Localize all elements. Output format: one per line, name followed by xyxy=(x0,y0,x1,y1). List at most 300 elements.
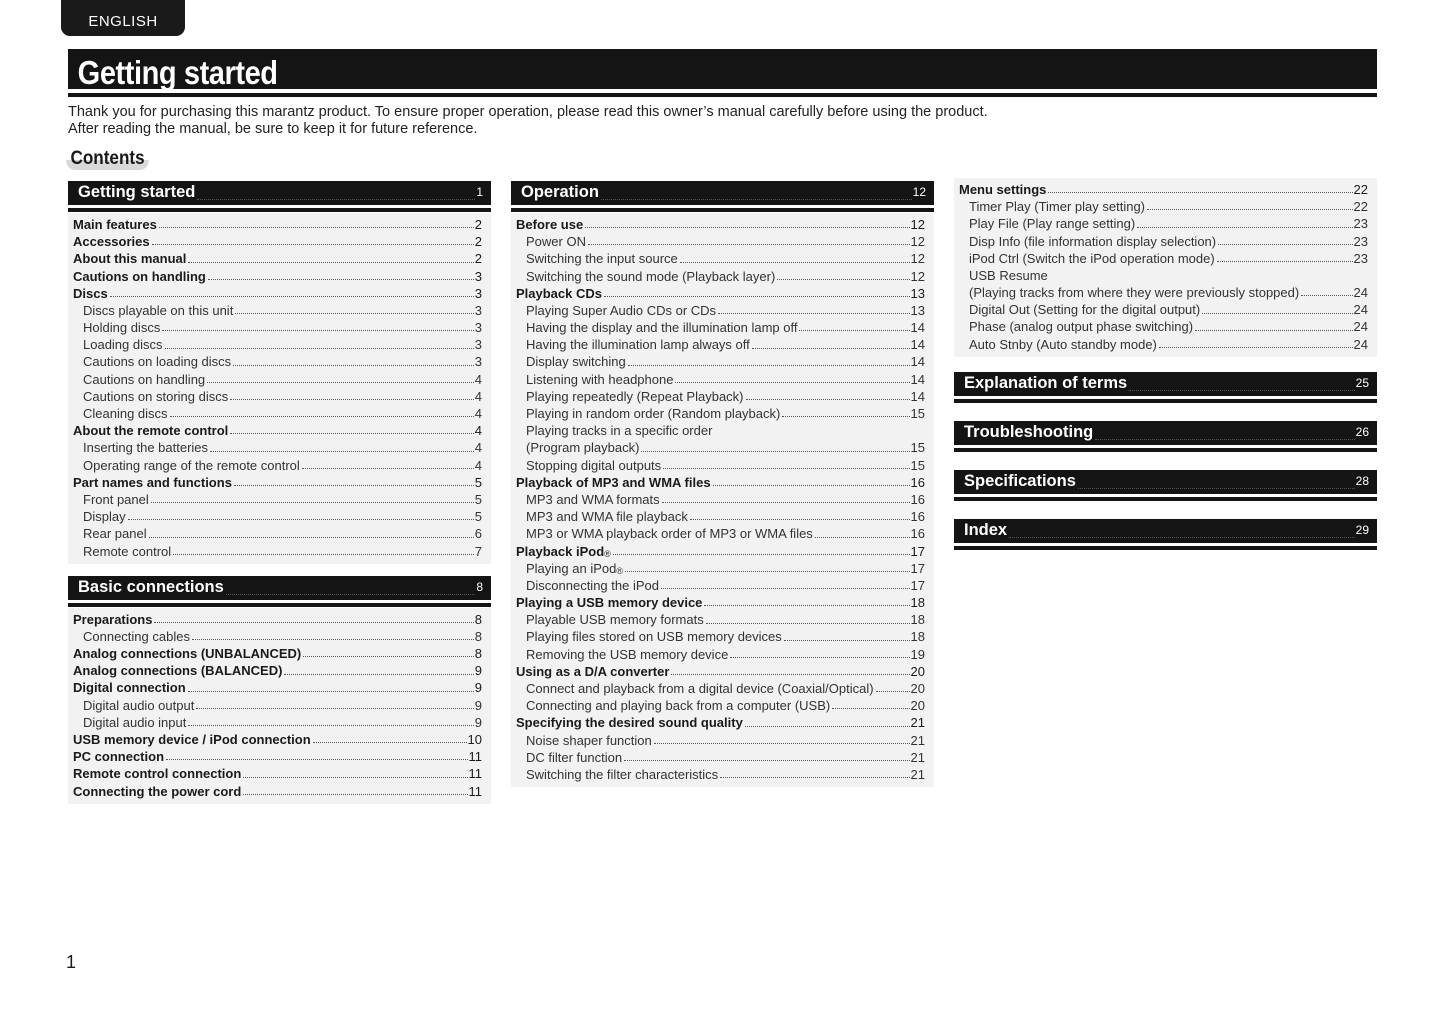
section-title: Index xyxy=(964,520,1008,539)
dot-leader xyxy=(233,365,474,366)
toc-entry-playing-files-stored-on-usb-memory-devices[interactable] xyxy=(511,629,934,646)
toc-entry-page: 4 xyxy=(474,457,482,473)
toc-entry-playing-in-random-order-random-playback[interactable] xyxy=(511,405,934,422)
section-title: Operation xyxy=(521,183,599,201)
toc-entry-title: Inserting the batteries xyxy=(83,440,209,456)
section-bar-getting-started[interactable] xyxy=(68,181,491,205)
dot-leader xyxy=(159,227,474,228)
toc-entry-about-this-manual[interactable] xyxy=(68,250,491,267)
dot-leader xyxy=(662,502,910,503)
toc-entry-page: 7 xyxy=(474,543,482,559)
dot-leader xyxy=(1048,192,1352,193)
toc-entry-having-the-illumination-lamp-always-off[interactable] xyxy=(511,336,934,353)
toc-entry-preparations[interactable] xyxy=(68,611,491,628)
toc-entry-title: Removing the USB memory device xyxy=(526,646,729,662)
toc-entry-title: Play File (Play range setting) xyxy=(969,216,1136,232)
toc-entry-page: 24 xyxy=(1353,319,1368,335)
toc-entry-page: 23 xyxy=(1353,233,1368,249)
toc-entry-page: 3 xyxy=(474,320,482,336)
dot-leader xyxy=(1137,227,1352,228)
dot-leader xyxy=(654,743,910,744)
toc-entry-page: 12 xyxy=(910,251,925,267)
toc-entry-title: iPod Ctrl (Switch the iPod operation mode) xyxy=(969,250,1215,266)
toc-entry-page: 11 xyxy=(468,766,482,782)
dot-leader xyxy=(1217,261,1353,262)
dot-leader xyxy=(230,399,474,400)
dot-leader xyxy=(208,279,474,280)
toc-entry-playing-super-audio-cds-or-cds[interactable] xyxy=(511,302,934,319)
toc-entry-page: 5 xyxy=(474,491,482,507)
toc-panel-basic-connections xyxy=(68,608,491,804)
registered-mark: ® xyxy=(616,565,623,576)
dot-leader xyxy=(746,399,910,400)
toc-entry-switching-the-sound-mode-playback-layer[interactable] xyxy=(511,268,934,285)
dot-leader xyxy=(1147,209,1353,210)
toc-entry-title: Analog connections (BALANCED) xyxy=(73,663,283,679)
toc-entry-analog-connections-balanced[interactable] xyxy=(68,662,491,679)
toc-panel-operation xyxy=(511,213,934,787)
toc-entry-discs-playable-on-this-unit[interactable] xyxy=(68,302,491,319)
dot-leader xyxy=(197,199,475,200)
toc-entry-loading-discs[interactable] xyxy=(68,336,491,353)
toc-entry-page: 3 xyxy=(474,354,482,370)
toc-entry-page: 14 xyxy=(910,371,925,387)
toc-panel-getting-started xyxy=(68,213,491,564)
dot-leader xyxy=(235,313,473,314)
toc-entry-disp-info-file-information-display-selection[interactable] xyxy=(954,233,1377,250)
dot-leader xyxy=(663,468,909,469)
dot-leader xyxy=(230,433,473,434)
dot-leader xyxy=(243,777,467,778)
dot-leader xyxy=(302,468,474,469)
toc-entry-page: 18 xyxy=(910,629,925,645)
toc-entry-page: 8 xyxy=(474,646,482,662)
toc-entry-dc-filter-function[interactable] xyxy=(511,749,934,766)
toc-entry-part-names-and-functions[interactable] xyxy=(68,474,491,491)
toc-entry-page: 4 xyxy=(474,371,482,387)
section-bar-index[interactable] xyxy=(954,519,1377,543)
dot-leader xyxy=(745,726,910,727)
toc-entry-cautions-on-loading-discs[interactable] xyxy=(68,354,491,371)
section-page: 25 xyxy=(1355,375,1369,390)
toc-entry-title: Cleaning discs xyxy=(83,406,168,422)
toc-entry-page: 21 xyxy=(910,732,925,748)
toc-entry-playing-repeatedly-repeat-playback[interactable] xyxy=(511,388,934,405)
toc-entry-listening-with-headphone[interactable] xyxy=(511,371,934,388)
toc-entry-page: 11 xyxy=(468,749,482,765)
toc-entry-title: Display switching xyxy=(526,354,626,370)
toc-entry-title: DC filter function xyxy=(526,749,623,765)
dot-leader xyxy=(815,537,910,538)
toc-column-2 xyxy=(511,181,934,787)
page-title-bar xyxy=(68,49,1377,93)
language-label: ENGLISH xyxy=(88,13,158,30)
dot-leader xyxy=(625,571,910,572)
toc-entry-title: About the remote control xyxy=(73,423,229,439)
toc-entry-page: 16 xyxy=(910,491,925,507)
toc-entry-menu-settings[interactable] xyxy=(954,181,1377,198)
toc-entry-about-the-remote-control[interactable] xyxy=(68,422,491,439)
toc-entry-title: Switching the sound mode (Playback layer) xyxy=(526,268,776,284)
toc-entry-page: 21 xyxy=(910,749,925,765)
toc-entry-front-panel[interactable] xyxy=(68,491,491,508)
dot-leader xyxy=(704,605,909,606)
toc-entry-title: Playback of MP3 and WMA files xyxy=(516,474,711,490)
toc-entry-playing-tracks-in-a-specific-order[interactable] xyxy=(511,422,934,439)
toc-entry-page: 17 xyxy=(910,577,925,593)
dot-leader xyxy=(1202,313,1352,314)
toc-entry-mp3-or-wma-playback-order-of-mp3-or-wma-files[interactable] xyxy=(511,525,934,542)
toc-entry-usb-resume[interactable] xyxy=(954,267,1377,284)
toc-entry-page: 8 xyxy=(474,611,482,627)
toc-entry-page: 3 xyxy=(474,285,482,301)
toc-entry-page: 3 xyxy=(474,302,482,318)
toc-entry-display-switching[interactable] xyxy=(511,354,934,371)
section-title: Explanation of terms xyxy=(964,373,1128,392)
dot-leader xyxy=(1009,537,1355,538)
toc-entry-page: 22 xyxy=(1353,199,1368,215)
dot-leader xyxy=(154,622,473,623)
toc-entry-noise-shaper-function[interactable] xyxy=(511,732,934,749)
toc-entry-playing-tracks-from-where-they-were-previously-stopped[interactable] xyxy=(954,284,1377,301)
section-title: Getting started xyxy=(78,183,196,201)
toc-entry-timer-play-timer-play-setting[interactable] xyxy=(954,198,1377,215)
toc-entry-page: 19 xyxy=(910,646,925,662)
section-page: 1 xyxy=(476,185,483,199)
dot-leader xyxy=(210,451,474,452)
dot-leader xyxy=(1095,439,1354,440)
toc-entry-title: Discs xyxy=(73,285,108,301)
contents-heading: Contents xyxy=(66,148,149,170)
section-page: 29 xyxy=(1355,522,1369,537)
dot-leader xyxy=(303,656,474,657)
toc-entry-remote-control-connection[interactable] xyxy=(68,765,491,782)
dot-leader xyxy=(588,244,910,245)
toc-entry-title: PC connection xyxy=(73,749,165,765)
toc-entry-title: Connecting and playing back from a computer (USB) xyxy=(526,698,831,714)
toc-entry-title: (Playing tracks from where they were previously stopped) xyxy=(969,285,1300,301)
dot-leader xyxy=(585,227,909,228)
toc-column-3 xyxy=(954,178,1377,568)
dot-leader xyxy=(799,330,909,331)
toc-entry-title: Playback CDs xyxy=(516,285,602,301)
toc-entry-page: 15 xyxy=(910,440,925,456)
toc-panel-menu-settings xyxy=(954,178,1377,357)
dot-leader xyxy=(170,416,474,417)
intro-line-2: After reading the manual, be sure to keep it for future reference. xyxy=(68,121,478,137)
toc-entry-digital-connection[interactable] xyxy=(68,680,491,697)
toc-entry-page: 2 xyxy=(474,216,482,232)
page-number: 1 xyxy=(66,952,77,972)
toc-entry-page: 15 xyxy=(910,406,925,422)
toc-entry-page: 5 xyxy=(474,474,482,490)
section-title: Basic connections xyxy=(78,577,224,596)
toc-entry-playback-cds[interactable] xyxy=(511,285,934,302)
toc-entry-title: Cautions on handling xyxy=(73,268,206,284)
toc-entry-page: 24 xyxy=(1353,336,1368,352)
toc-entry-title: Playable USB memory formats xyxy=(526,612,704,628)
toc-entry-page: 23 xyxy=(1353,216,1368,232)
toc-entry-mp3-and-wma-file-playback[interactable] xyxy=(511,508,934,525)
dot-leader xyxy=(313,742,467,743)
toc-entry-program-playback[interactable] xyxy=(511,439,934,456)
toc-entry-page: 16 xyxy=(910,526,925,542)
dot-leader xyxy=(675,382,909,383)
dot-leader xyxy=(832,708,909,709)
dot-leader xyxy=(188,262,473,263)
section-bar-specifications[interactable] xyxy=(954,470,1377,494)
section-title: Specifications xyxy=(964,471,1076,490)
language-tab[interactable] xyxy=(61,0,185,36)
toc-entry-title: USB Resume xyxy=(969,267,1048,283)
toc-entry-power-on[interactable] xyxy=(511,233,934,250)
section-title: Troubleshooting xyxy=(964,422,1094,441)
toc-entry-title: Remote control xyxy=(83,543,172,559)
toc-entry-ipod-ctrl-switch-the-ipod-operation-mode[interactable] xyxy=(954,250,1377,267)
dot-leader xyxy=(284,674,473,675)
dot-leader xyxy=(784,640,910,641)
dot-leader xyxy=(151,502,474,503)
toc-entry-rear-panel[interactable] xyxy=(68,525,491,542)
dot-leader xyxy=(188,691,474,692)
toc-entry-title: Cautions on loading discs xyxy=(83,354,232,370)
toc-entry-page: 9 xyxy=(474,697,482,713)
dot-leader xyxy=(196,708,473,709)
toc-entry-title: Stopping digital outputs xyxy=(526,457,662,473)
dot-leader xyxy=(1195,330,1352,331)
toc-entry-page: 16 xyxy=(910,509,925,525)
toc-entry-connect-and-playback-from-a-digital-device-coaxial-optical[interactable] xyxy=(511,680,934,697)
dot-leader xyxy=(752,348,910,349)
dot-leader xyxy=(628,365,910,366)
toc-entry-title: Power ON xyxy=(526,234,586,250)
dot-leader xyxy=(226,594,476,595)
toc-entry-digital-audio-output[interactable] xyxy=(68,697,491,714)
section-bar-explanation-of-terms[interactable] xyxy=(954,372,1377,396)
toc-entry-page: 10 xyxy=(467,732,482,748)
toc-entry-page: 9 xyxy=(474,714,482,730)
toc-entry-having-the-display-and-the-illumination-lamp-off[interactable] xyxy=(511,319,934,336)
dot-leader xyxy=(601,199,912,200)
dot-leader xyxy=(624,760,909,761)
toc-entry-phase-analog-output-phase-switching[interactable] xyxy=(954,319,1377,336)
toc-entry-title: (Program playback) xyxy=(526,440,640,456)
toc-entry-page: 16 xyxy=(910,474,925,490)
toc-entry-title: Discs playable on this unit xyxy=(83,302,234,318)
toc-entry-cautions-on-handling[interactable] xyxy=(68,268,491,285)
toc-entry-title: Before use xyxy=(516,216,584,232)
toc-entry-auto-stnby-auto-standby-mode[interactable] xyxy=(954,336,1377,353)
dot-leader xyxy=(713,485,910,486)
toc-entry-specifying-the-desired-sound-quality[interactable] xyxy=(511,714,934,731)
toc-entry-cleaning-discs[interactable] xyxy=(68,405,491,422)
toc-entry-title: Rear panel xyxy=(83,526,147,542)
toc-entry-title: Playing in random order (Random playback) xyxy=(526,406,781,422)
toc-entry-analog-connections-unbalanced[interactable] xyxy=(68,645,491,662)
dot-leader xyxy=(128,519,474,520)
toc-entry-title: Loading discs xyxy=(83,337,163,353)
dot-leader xyxy=(149,537,474,538)
dot-leader xyxy=(234,485,474,486)
toc-entry-page: 4 xyxy=(474,388,482,404)
toc-entry-title: Timer Play (Timer play setting) xyxy=(969,199,1146,215)
toc-entry-operating-range-of-the-remote-control[interactable] xyxy=(68,457,491,474)
toc-entry-title: Digital Out (Setting for the digital output) xyxy=(969,302,1201,318)
toc-entry-disconnecting-the-ipod[interactable] xyxy=(511,577,934,594)
dot-leader xyxy=(165,348,474,349)
toc-entry-usb-memory-device-ipod-connection[interactable] xyxy=(68,731,491,748)
dot-leader xyxy=(188,725,473,726)
dot-leader xyxy=(243,794,467,795)
toc-entry-connecting-the-power-cord[interactable] xyxy=(68,783,491,800)
section-bar-basic-connections[interactable] xyxy=(68,576,491,600)
toc-entry-page: 14 xyxy=(910,337,925,353)
toc-entry-page: 9 xyxy=(474,680,482,696)
toc-column-1 xyxy=(68,181,491,804)
toc-entry-removing-the-usb-memory-device[interactable] xyxy=(511,646,934,663)
toc-entry-mp3-and-wma-formats[interactable] xyxy=(511,491,934,508)
toc-entry-title: Playing tracks in a specific order xyxy=(526,423,713,439)
toc-entry-main-features[interactable] xyxy=(68,216,491,233)
toc-entry-page: 12 xyxy=(910,216,925,232)
toc-entry-page: 12 xyxy=(910,268,925,284)
toc-entry-playback-ipod[interactable] xyxy=(511,543,934,560)
toc-entry-title: Digital audio output xyxy=(83,697,195,713)
toc-entry-page: 21 xyxy=(910,766,925,782)
toc-entry-page: 2 xyxy=(474,251,482,267)
toc-entry-title: MP3 and WMA file playback xyxy=(526,509,688,525)
section-bar-operation[interactable] xyxy=(511,181,934,205)
toc-entry-title: Having the display and the illumination lamp off xyxy=(526,320,798,336)
toc-entry-title: Playing a USB memory device xyxy=(516,595,703,611)
toc-entry-page: 24 xyxy=(1353,302,1368,318)
toc-entry-title: Cautions on storing discs xyxy=(83,388,229,404)
toc-entry-cautions-on-storing-discs[interactable] xyxy=(68,388,491,405)
dot-leader xyxy=(720,777,909,778)
toc-entry-title: About this manual xyxy=(73,251,187,267)
toc-entry-remote-control[interactable] xyxy=(68,543,491,560)
toc-entry-title: Holding discs xyxy=(83,320,161,336)
toc-entry-playing-a-usb-memory-device[interactable] xyxy=(511,594,934,611)
toc-entry-page: 21 xyxy=(910,715,925,731)
section-page: 12 xyxy=(912,185,926,199)
toc-entry-switching-the-input-source[interactable] xyxy=(511,250,934,267)
toc-entry-playback-of-mp3-and-wma-files[interactable] xyxy=(511,474,934,491)
toc-entry-page: 4 xyxy=(474,423,482,439)
toc-entry-title: Remote control connection xyxy=(73,766,242,782)
toc-entry-accessories[interactable] xyxy=(68,233,491,250)
toc-entry-cautions-on-handling[interactable] xyxy=(68,371,491,388)
dot-leader xyxy=(173,554,474,555)
toc-entry-title: Playback iPod xyxy=(516,543,605,559)
toc-entry-page: 20 xyxy=(910,681,925,697)
toc-entry-page: 14 xyxy=(910,354,925,370)
toc-entry-page: 17 xyxy=(910,543,925,559)
toc-entry-title: Using as a D/A converter xyxy=(516,663,670,679)
toc-entry-page: 4 xyxy=(474,406,482,422)
dot-leader xyxy=(1129,390,1354,391)
toc-entry-playable-usb-memory-formats[interactable] xyxy=(511,611,934,628)
toc-entry-page: 6 xyxy=(474,526,482,542)
dot-leader xyxy=(1078,488,1355,489)
dot-leader xyxy=(777,279,909,280)
toc-entry-page: 3 xyxy=(474,268,482,284)
toc-entry-digital-audio-input[interactable] xyxy=(68,714,491,731)
toc-entry-title: Having the illumination lamp always off xyxy=(526,337,750,353)
toc-entry-play-file-play-range-setting[interactable] xyxy=(954,215,1377,232)
toc-entry-title: Preparations xyxy=(73,611,153,627)
toc-entry-connecting-cables[interactable] xyxy=(68,628,491,645)
toc-entry-title: Listening with headphone xyxy=(526,371,674,387)
toc-entry-title: Cautions on handling xyxy=(83,371,206,387)
toc-entry-page: 12 xyxy=(910,234,925,250)
dot-leader xyxy=(162,330,473,331)
section-page: 8 xyxy=(476,579,483,594)
toc-entry-title: Playing Super Audio CDs or CDs xyxy=(526,302,717,318)
dot-leader xyxy=(1301,295,1352,296)
toc-entry-connecting-and-playing-back-from-a-computer-usb[interactable] xyxy=(511,697,934,714)
section-bar-troubleshooting[interactable] xyxy=(954,421,1377,445)
toc-entry-discs[interactable] xyxy=(68,285,491,302)
toc-entry-holding-discs[interactable] xyxy=(68,319,491,336)
toc-entry-title: Menu settings xyxy=(959,181,1047,197)
dot-leader xyxy=(690,519,910,520)
toc-entry-before-use[interactable] xyxy=(511,216,934,233)
toc-entry-title: Connecting cables xyxy=(83,628,190,644)
toc-entry-inserting-the-batteries[interactable] xyxy=(68,439,491,456)
toc-entry-playing-an-ipod[interactable] xyxy=(511,560,934,577)
toc-entry-title: Auto Stnby (Auto standby mode) xyxy=(969,336,1157,352)
toc-entry-digital-out-setting-for-the-digital-output[interactable] xyxy=(954,301,1377,318)
toc-entry-page: 20 xyxy=(910,663,925,679)
toc-entry-page: 20 xyxy=(910,698,925,714)
dot-leader xyxy=(1159,347,1353,348)
toc-entry-page: 17 xyxy=(910,560,925,576)
dot-leader xyxy=(782,416,909,417)
dot-leader xyxy=(207,382,474,383)
registered-mark: ® xyxy=(604,548,611,559)
toc-entry-using-as-a-d-a-converter[interactable] xyxy=(511,663,934,680)
toc-entry-page: 14 xyxy=(910,320,925,336)
toc-entry-title: Front panel xyxy=(83,491,149,507)
toc-entry-page: 18 xyxy=(910,595,925,611)
toc-entry-stopping-digital-outputs[interactable] xyxy=(511,457,934,474)
dot-leader xyxy=(680,262,910,263)
dot-leader xyxy=(166,759,467,760)
section-page: 28 xyxy=(1355,473,1369,488)
toc-entry-title: Noise shaper function xyxy=(526,732,652,748)
toc-entry-title: Connect and playback from a digital device (Coaxial/Optical) xyxy=(526,681,874,697)
toc-entry-page: 8 xyxy=(474,628,482,644)
page-title: Getting started xyxy=(77,54,278,91)
dot-leader xyxy=(604,296,910,297)
toc-entry-title: Analog connections (UNBALANCED) xyxy=(73,646,302,662)
toc-entry-page: 22 xyxy=(1353,181,1368,197)
dot-leader xyxy=(876,691,910,692)
toc-entry-pc-connection[interactable] xyxy=(68,748,491,765)
intro-line-1: Thank you for purchasing this marantz product. To ensure proper operation, please read this owner’s manual carefully before using the product. xyxy=(68,104,988,120)
dot-leader xyxy=(110,296,474,297)
toc-entry-title: Accessories xyxy=(73,234,150,250)
toc-entry-title: Operating range of the remote control xyxy=(83,457,300,473)
dot-leader xyxy=(641,451,909,452)
toc-entry-title: Playing an iPod xyxy=(526,560,617,576)
toc-entry-display[interactable] xyxy=(68,508,491,525)
toc-entry-title: Specifying the desired sound quality xyxy=(516,715,743,731)
toc-entry-switching-the-filter-characteristics[interactable] xyxy=(511,766,934,783)
dot-leader xyxy=(671,674,909,675)
toc-entry-title: Playing repeatedly (Repeat Playback) xyxy=(526,388,744,404)
